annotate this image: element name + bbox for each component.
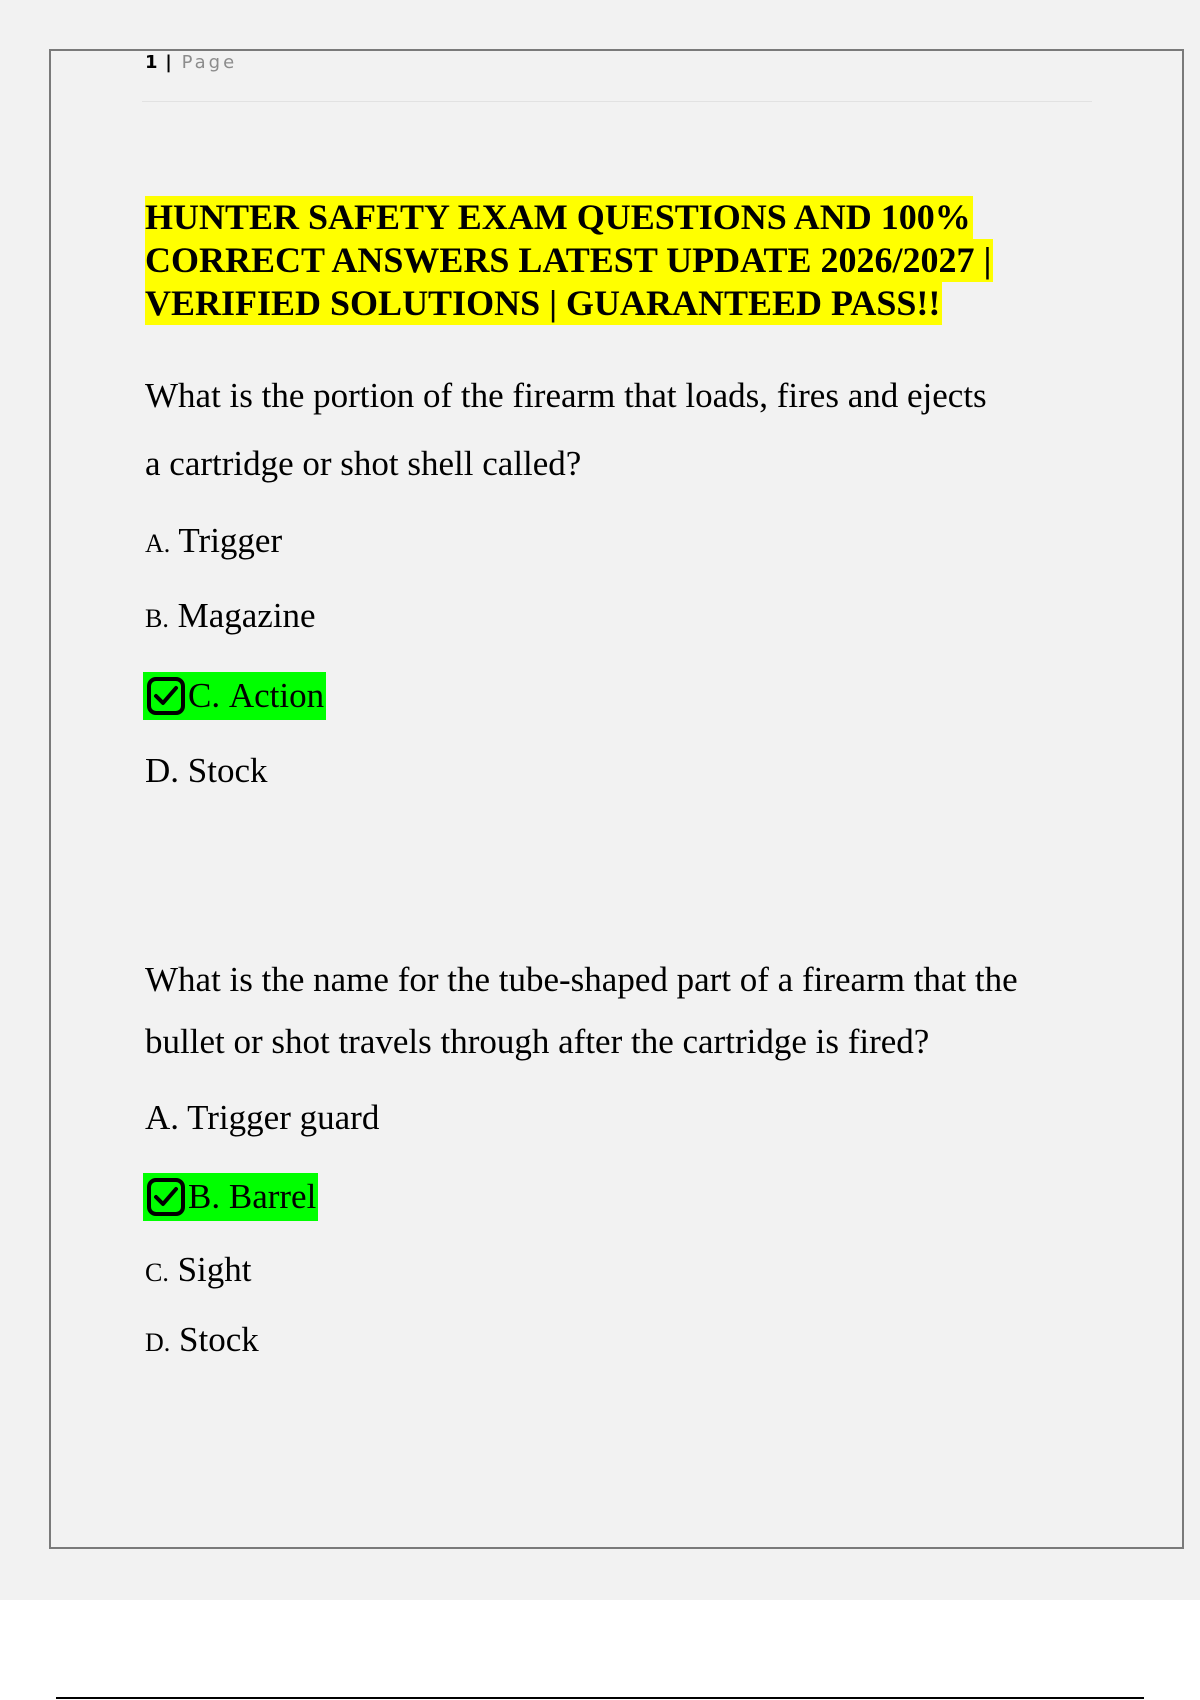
- option-text: Trigger: [178, 521, 283, 560]
- question-1-line-2: a cartridge or shot shell called?: [145, 444, 582, 483]
- question-1-option-d: [145, 751, 268, 791]
- question-1-line-1: What is the portion of the firearm that loads, fires and ejects: [145, 376, 987, 415]
- option-letter: C.: [188, 676, 221, 715]
- option-text: Stock: [179, 1320, 259, 1359]
- option-text: Sight: [177, 1250, 252, 1289]
- option-text: Trigger guard: [187, 1098, 380, 1137]
- option-letter: D.: [145, 1328, 171, 1357]
- page-word: Page: [181, 52, 238, 73]
- title-line-2: CORRECT ANSWERS LATEST UPDATE 2026/2027 |: [145, 240, 992, 280]
- option-letter: A.: [145, 529, 171, 558]
- question-2-option-c: [145, 1250, 252, 1293]
- option-text: Stock: [187, 751, 268, 790]
- checkbox-checked-icon: [146, 676, 186, 716]
- page-header: [145, 50, 237, 76]
- question-2-line-1: What is the name for the tube-shaped part of a firearm that the: [145, 960, 1018, 999]
- title-line-3: VERIFIED SOLUTIONS | GUARANTEED PASS!!: [145, 283, 941, 323]
- question-1-option-a: [145, 521, 282, 564]
- bottom-divider: [56, 1697, 1144, 1699]
- option-letter: C.: [145, 1258, 169, 1287]
- question-1-option-b: [145, 596, 316, 639]
- option-text: Magazine: [177, 596, 316, 635]
- header-divider: [142, 101, 1092, 102]
- question-2-option-d: [145, 1320, 259, 1363]
- checkbox-checked-icon: [146, 1177, 186, 1217]
- option-letter: D.: [145, 751, 180, 790]
- question-2-option-a: [145, 1098, 379, 1138]
- option-text: Action: [228, 676, 325, 715]
- title-line-1: HUNTER SAFETY EXAM QUESTIONS AND 100%: [145, 197, 971, 237]
- question-2-option-b-correct: [143, 1173, 318, 1221]
- page-separator: |: [165, 52, 172, 73]
- question-1-option-c-correct: [143, 672, 326, 720]
- option-letter: B.: [145, 604, 169, 633]
- document-title: [145, 196, 1045, 325]
- page-number: 1: [145, 52, 158, 73]
- option-letter: A.: [145, 1098, 180, 1137]
- option-letter: B.: [188, 1177, 221, 1216]
- option-text: Barrel: [228, 1177, 317, 1216]
- question-2-line-2: bullet or shot travels through after the cartridge is fired?: [145, 1022, 930, 1061]
